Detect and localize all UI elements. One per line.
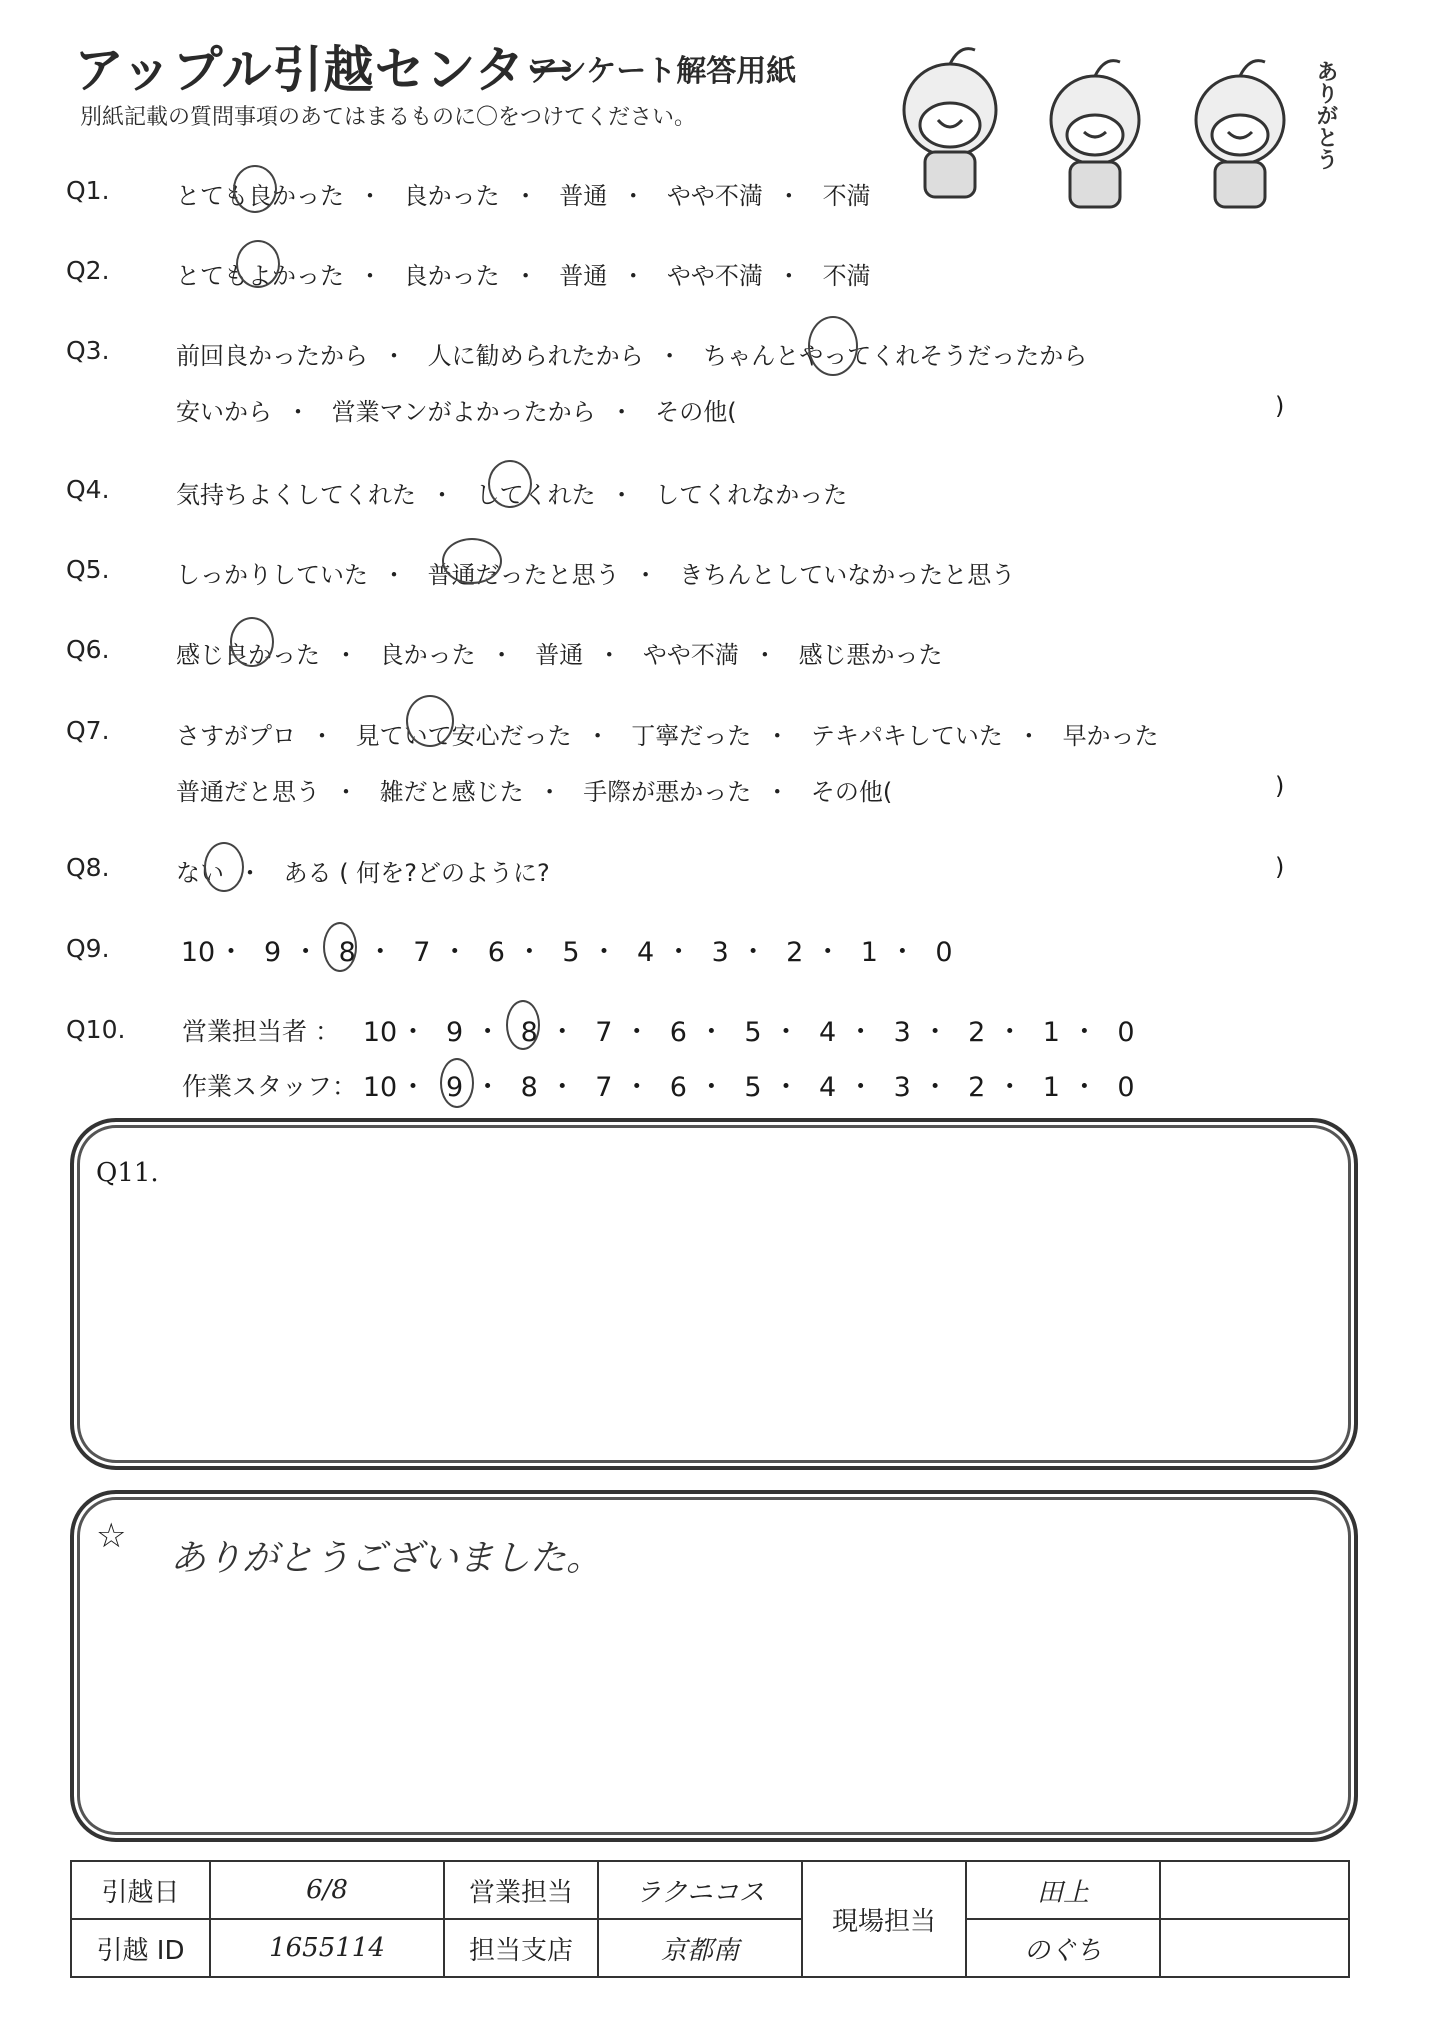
q8-option[interactable]: ない <box>176 859 224 887</box>
q6-option[interactable]: 感じ良かった <box>176 641 320 669</box>
q8-selection-circle <box>204 842 244 892</box>
q1-options: とても良かった ・ 良かった ・ 普通 ・ やや不満 ・ 不満 <box>176 182 871 210</box>
q9-score[interactable]: 1 <box>860 937 878 968</box>
q2-selection-circle <box>236 240 280 288</box>
q5-option[interactable]: きちんとしていなかったと思う <box>679 561 1016 589</box>
q9-score[interactable]: 3 <box>711 937 729 968</box>
q6-label: Q6. <box>66 635 110 664</box>
q9-score[interactable]: 10 <box>180 937 216 968</box>
q2-label: Q2. <box>66 256 110 285</box>
q10-sales-score[interactable]: 8 <box>520 1017 538 1048</box>
q9-score[interactable]: 2 <box>786 937 804 968</box>
branch-label: 担当支店 <box>444 1919 598 1977</box>
q2-option[interactable]: 普通 <box>559 262 608 290</box>
q11-label: Q11. <box>96 1158 159 1188</box>
q7-option[interactable]: テキパキしていた <box>810 722 1003 750</box>
q10-sales-score[interactable]: 1 <box>1042 1017 1060 1048</box>
q10-staff-score[interactable]: 1 <box>1042 1072 1060 1103</box>
q5-label: Q5. <box>66 555 110 584</box>
q10-staff-score[interactable]: 7 <box>595 1072 613 1103</box>
q2-option[interactable]: とてもよかった <box>176 262 344 290</box>
q8-close-paren: ) <box>1275 853 1285 881</box>
q5-option[interactable]: 普通だったと思う <box>427 561 620 589</box>
q2-option[interactable]: やや不満 <box>666 262 763 290</box>
q4-selection-circle <box>488 460 532 508</box>
q10-staff-selection-circle <box>440 1058 474 1108</box>
q7-options-line2: 普通だと思う ・ 雑だと感じた ・ 手際が悪かった ・ その他( <box>176 778 893 806</box>
q1-option[interactable]: やや不満 <box>666 182 763 210</box>
q10-sales-score[interactable]: 6 <box>669 1017 687 1048</box>
q10-staff-score[interactable]: 0 <box>1117 1072 1135 1103</box>
q6-option[interactable]: 普通 <box>535 641 584 669</box>
q7-options-line1: さすがプロ ・ 見ていて安心だった ・ 丁寧だった ・ テキパキしていた ・ 早かった <box>176 722 1159 750</box>
field-rep-value-1: 田上 <box>966 1861 1160 1919</box>
q6-selection-circle <box>230 617 274 667</box>
q8-options: ない ・ ある ( 何を?どのように? <box>176 859 550 887</box>
q9-score[interactable]: 9 <box>264 937 282 968</box>
q9-score[interactable]: 7 <box>413 937 431 968</box>
q9-score[interactable]: 6 <box>487 937 505 968</box>
q10-staff-score[interactable]: 2 <box>968 1072 986 1103</box>
field-rep-label: 現場担当 <box>802 1861 966 1977</box>
q5-options: しっかりしていた ・ 普通だったと思う ・ きちんとしていなかったと思う <box>176 561 1016 589</box>
footer-empty-cell <box>1160 1861 1349 1919</box>
q9-scale: 10・ 9 ・ 8 ・ 7 ・ 6 ・ 5 ・ 4 ・ 3 ・ 2 ・ 1 ・ 0 <box>180 930 962 969</box>
comment-handwritten-text: ありがとうございました。 <box>170 1538 603 1579</box>
q10-sales-score[interactable]: 4 <box>818 1017 837 1048</box>
move-date-value: 6/8 <box>210 1861 444 1919</box>
q10-staff-score[interactable]: 3 <box>893 1072 911 1103</box>
branch-value: 京都南 <box>598 1919 802 1977</box>
q10-sales-score[interactable]: 10 <box>362 1017 398 1048</box>
q10-staff-score[interactable]: 8 <box>520 1072 538 1103</box>
q10-staff-score[interactable]: 5 <box>744 1072 762 1103</box>
q9-selection-circle <box>323 922 357 972</box>
move-id-label: 引越 ID <box>71 1919 210 1977</box>
q4-option[interactable]: してくれた <box>475 481 596 509</box>
footer-info-table <box>70 1860 1350 1978</box>
form-subtitle: アンケート解答用紙 <box>528 54 797 89</box>
field-rep-value-2: のぐち <box>966 1919 1160 1977</box>
q10-sales-score[interactable]: 5 <box>744 1017 762 1048</box>
q10-sales-score[interactable]: 0 <box>1117 1017 1135 1048</box>
q2-options: とてもよかった ・ 良かった ・ 普通 ・ やや不満 ・ 不満 <box>176 262 871 290</box>
q6-option[interactable]: 感じ悪かった <box>798 641 943 669</box>
q10-sales-score[interactable]: 9 <box>446 1017 464 1048</box>
q8-label: Q8. <box>66 853 110 882</box>
q4-label: Q4. <box>66 475 110 504</box>
q7-selection-circle <box>406 695 454 747</box>
q1-option[interactable]: 普通 <box>559 182 608 210</box>
thanks-vertical-text: ありがとう <box>1313 60 1338 170</box>
q7-option[interactable]: 丁寧だった <box>631 722 752 750</box>
q10-sales-score[interactable]: 3 <box>893 1017 911 1048</box>
q3-close-paren: ) <box>1275 392 1285 420</box>
q7-option[interactable]: 早かった <box>1062 722 1159 750</box>
q3-label: Q3. <box>66 336 110 365</box>
q9-score[interactable]: 8 <box>338 937 356 968</box>
q3-selection-circle <box>808 316 858 376</box>
q7-option[interactable]: 手際が悪かった <box>583 778 752 806</box>
brand-title: アップル引越センター <box>74 41 577 99</box>
q3-option[interactable]: 安いから <box>176 398 272 426</box>
q3-option[interactable]: ちゃんとやってくれそうだったから <box>703 342 1088 370</box>
q10-sales-label: 営業担当者 ： <box>182 1017 340 1046</box>
q1-option[interactable]: 良かった <box>403 182 500 210</box>
q7-option[interactable]: 雑だと感じた <box>379 778 524 806</box>
q10-sales-scale: 10・ 9 ・ 8 ・ 7 ・ 6 ・ 5 ・ 4 ・ 3 ・ 2 ・ 1 ・ 0 <box>362 1010 1144 1049</box>
q10-label: Q10. <box>66 1015 126 1044</box>
q2-option[interactable]: 良かった <box>403 262 500 290</box>
q4-option[interactable]: 気持ちよくしてくれた <box>176 481 416 509</box>
q11-answer-text <box>150 1200 1250 1400</box>
q9-score[interactable]: 0 <box>935 937 953 968</box>
q3-option[interactable]: その他( <box>655 398 737 426</box>
q10-staff-score[interactable]: 4 <box>818 1072 837 1103</box>
move-id-value: 1655114 <box>210 1919 444 1977</box>
q7-close-paren: ) <box>1275 772 1285 800</box>
star-icon: ☆ <box>96 1516 127 1556</box>
q1-selection-circle <box>233 165 277 213</box>
q9-label: Q9. <box>66 934 110 963</box>
q9-score[interactable]: 5 <box>562 937 580 968</box>
q7-label: Q7. <box>66 716 110 745</box>
q1-label: Q1. <box>66 176 110 205</box>
q10-sales-score[interactable]: 7 <box>595 1017 613 1048</box>
monkey-mascots-illustration <box>880 40 1330 220</box>
q10-staff-label: 作業スタッフ： <box>182 1072 358 1101</box>
q6-option[interactable]: 良かった <box>379 641 476 669</box>
q2-option[interactable]: 不満 <box>822 262 871 290</box>
move-date-label: 引越日 <box>71 1861 210 1919</box>
q10-staff-score[interactable]: 6 <box>669 1072 687 1103</box>
q9-score[interactable]: 4 <box>636 937 655 968</box>
q1-option[interactable]: とても良かった <box>176 182 344 210</box>
q6-option[interactable]: やや不満 <box>642 641 739 669</box>
q5-option[interactable]: しっかりしていた <box>176 561 368 589</box>
q3-option[interactable]: 人に勧められたから <box>427 342 644 370</box>
q10-sales-selection-circle <box>506 1000 540 1050</box>
q7-option[interactable]: 見ていて安心だった <box>355 722 572 750</box>
q7-option[interactable]: さすがプロ <box>176 722 296 750</box>
q7-option[interactable]: その他( <box>810 778 893 806</box>
q10-staff-scale: 10・ 9 ・ 8 ・ 7 ・ 6 ・ 5 ・ 4 ・ 3 ・ 2 ・ 1 ・ 0 <box>362 1065 1144 1104</box>
q7-option[interactable]: 普通だと思う <box>176 778 320 806</box>
sales-rep-value: ラクニコス <box>598 1861 802 1919</box>
q10-staff-score[interactable]: 9 <box>446 1072 464 1103</box>
q3-options-line1: 前回良かったから ・ 人に勧められたから ・ ちゃんとやってくれそうだったから <box>176 342 1088 370</box>
footer-empty-cell <box>1160 1919 1349 1977</box>
instruction-text: 別紙記載の質問事項のあてはまるものに〇をつけてください。 <box>80 105 697 130</box>
q10-sales-score[interactable]: 2 <box>968 1017 986 1048</box>
q8-option[interactable]: ある ( 何を?どのように? <box>283 859 550 887</box>
sales-rep-label: 営業担当 <box>444 1861 598 1919</box>
q4-option[interactable]: してくれなかった <box>655 481 848 509</box>
q10-staff-score[interactable]: 10 <box>362 1072 398 1103</box>
q4-options: 気持ちよくしてくれた ・ してくれた ・ してくれなかった <box>176 481 848 509</box>
q1-option[interactable]: 不満 <box>822 182 871 210</box>
q6-options: 感じ良かった ・ 良かった ・ 普通 ・ やや不満 ・ 感じ悪かった <box>176 641 943 669</box>
q3-option[interactable]: 前回良かったから <box>176 342 368 370</box>
q3-option[interactable]: 営業マンがよかったから <box>331 398 596 426</box>
q5-selection-circle <box>442 538 502 584</box>
q3-options-line2: 安いから ・ 営業マンがよかったから ・ その他( <box>176 398 737 426</box>
